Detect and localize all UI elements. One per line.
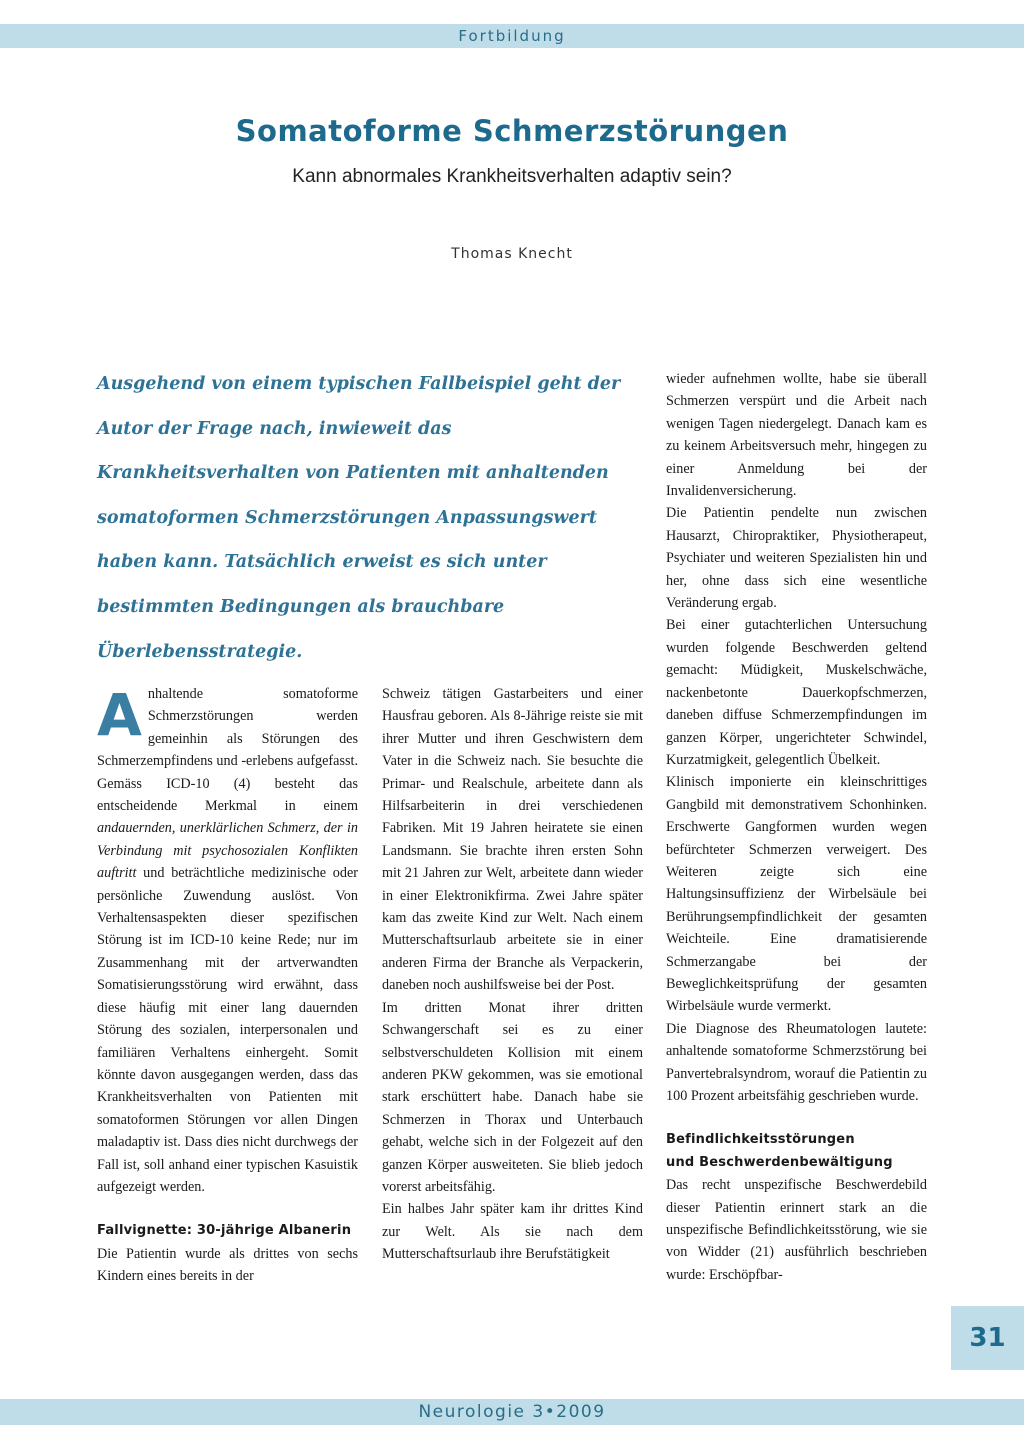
paragraph: Im dritten Monat ihrer dritten Schwangerschaft sei es zu einer selbstverschuldeten Kollision mit einem anderen PKW gekommen, was sie emotional stark erschüttert habe. Danach habe sie Schmerzen in Thorax und Unterbauch gehabt, welche sich in der Folgezeit auf den ganzen Körper ausweiteten. Sie blieb jedoch vorerst arbeitsfähig. (382, 999, 643, 1195)
article-subtitle: Kann abnormales Krankheitsverhalten adaptiv sein? (292, 166, 732, 187)
paragraph: Das recht unspezifische Beschwerdebild dieser Patientin erinnert stark an die unspezifische Befindlichkeitsstörung, wie sie von Widder (21) ausführlich beschrieben wurde: Erschöpfbar- (666, 1177, 927, 1283)
paragraph: Die Patientin pendelte nun zwischen Hausarzt, Chiropraktiker, Physiotherapeut, Psychiater und weiteren Spezialisten hin und her, ohne dass sich eine wesentliche Veränderung ergab. (666, 505, 927, 612)
paragraph: Klinisch imponierte ein kleinschrittiges Gangbild mit demonstrativem Schonhinken. Erschwerte Gangformen wurden wegen befürchteter Schmerzen verweigert. Des Weiteren zeigte sich eine Haltungsinsuffizienz der Wirbelsäule bei Berührungsempfindlichkeit der gesamten Weichteile. Eine dramatisierende Schmerzangabe bei der Beweglichkeitsprüfung der gesamten Wirbelsäule wurde vermerkt. (666, 774, 927, 1015)
paragraph: Schweiz tätigen Gastarbeiters und einer Hausfrau geboren. Als 8-Jährige reiste sie mit ihrer Mutter und ihren Geschwistern dem Vater in die Schweiz nach. Sie besuchte die Primar- und Realschule, arbeitete dann als Hilfsarbeiterin in drei verschiedenen Fabriken. Mit 19 Jahren heiratete sie einen Landsmann. Sie brachte ihren ersten Sohn mit 21 Jahren zur Welt, arbeitete dann wieder in einer Elektronikfirma. Zwei Jahre später kam das zweite Kind zur Welt. Nach einem Mutterschaftsurlaub arbeitete sie in einer anderen Firma der Branche als Verpackerin, daneben noch aushilfsweise bei der Post. (382, 686, 643, 994)
drop-cap: A (97, 681, 142, 749)
text-column-1 (97, 683, 358, 1288)
paragraph: Die Patientin wurde als drittes von sechs Kindern eines bereits in der (97, 1245, 358, 1285)
paragraph: Ein halbes Jahr später kam ihr drittes Kind zur Welt. Als sie nach dem Mutterschaftsurlaub ihre Berufstätigkeit (382, 1201, 643, 1263)
article-author: Thomas Knecht (451, 246, 573, 262)
paragraph: Die Diagnose des Rheumatologen lautete: anhaltende somatoforme Schmerzstörung bei Panvertebralsyndrom, worauf die Patientin zu 100 Prozent arbeitsfähig geschrieben wurde. (666, 1020, 927, 1104)
intro-text-before: nhaltende somatoforme Schmerzstörungen werden gemeinhin als Störungen des Schmerzempfindens und -erlebens aufgefasst. Gemäss ICD-10 (4) besteht das entscheidende Merkmal in einem (97, 686, 358, 815)
abstract: Ausgehend von einem typischen Fallbeispiel geht der Autor der Frage nach, inwieweit das Krankheitsverhalten von Patienten mit anhaltenden somatoformen Schmerzstörungen Anpassungswert haben kann. Tatsächlich erweist es sich unter bestimmten Bedingungen als brauchbare Überlebensstrategie. (97, 374, 621, 662)
text-column-3 (666, 368, 927, 1286)
section-heading-fallvignette: Fallvignette: 30-jährige Albanerin (97, 1223, 352, 1239)
article-title: Somatoforme Schmerzstörungen (235, 114, 789, 148)
text-column-2 (382, 683, 643, 1266)
journal-footer: Neurologie 3•2009 (0, 1399, 1024, 1425)
paragraph: wieder aufnehmen wollte, habe sie überall Schmerzen verspürt und die Arbeit nach wenigen Tagen niedergelegt. Danach kam es zu keinem Arbeitsversuch mehr, hingegen zu einer Anmeldung bei der Invalidenversicherung. (666, 371, 927, 500)
section-header: Fortbildung (0, 24, 1024, 48)
section-heading-befindlichkeit-line2: und Beschwerdenbewältigung (666, 1154, 893, 1170)
paragraph: Bei einer gutachterlichen Untersuchung wurden folgende Beschwerden geltend gemacht: Müdigkeit, Muskelschwäche, nackenbetonte Dauerkopfschmerzen, daneben diffuse Schmerzempfindungen im ganzen Körper, ungerichteter Schwindel, Kurzatmigkeit, gelegentlich Übelkeit. (666, 617, 927, 768)
intro-text-after: und beträchtliche medizinische oder persönliche Zuwendung auslöst. Von Verhaltensaspekten dieser spezifischen Störung ist im ICD-10 keine Rede; nur im Zusammenhang mit der artverwandten Somatisierungsstörung wird erwähnt, dass diese häufig mit einer lang dauernden Störung des sozialen, interpersonalen und familiären Verhaltens einhergeht. Somit könnte davon ausgegangen werden, dass das Krankheitsverhalten von Patienten mit somatoformen Störungen vor allen Dingen maladaptiv ist. Dass dies nicht durchwegs der Fall ist, soll anhand einer typischen Kasuistik aufgezeigt werden. (97, 865, 358, 1195)
intro-paragraph (97, 683, 358, 1198)
page-number: 31 (951, 1306, 1024, 1370)
intro-text-italic: andauernden, unerklärlichen Schmerz, der in Verbindung mit psychosozialen Konflikten auftritt (97, 820, 358, 882)
section-heading-befindlichkeit-line1: Befindlichkeitsstörungen (666, 1132, 855, 1148)
